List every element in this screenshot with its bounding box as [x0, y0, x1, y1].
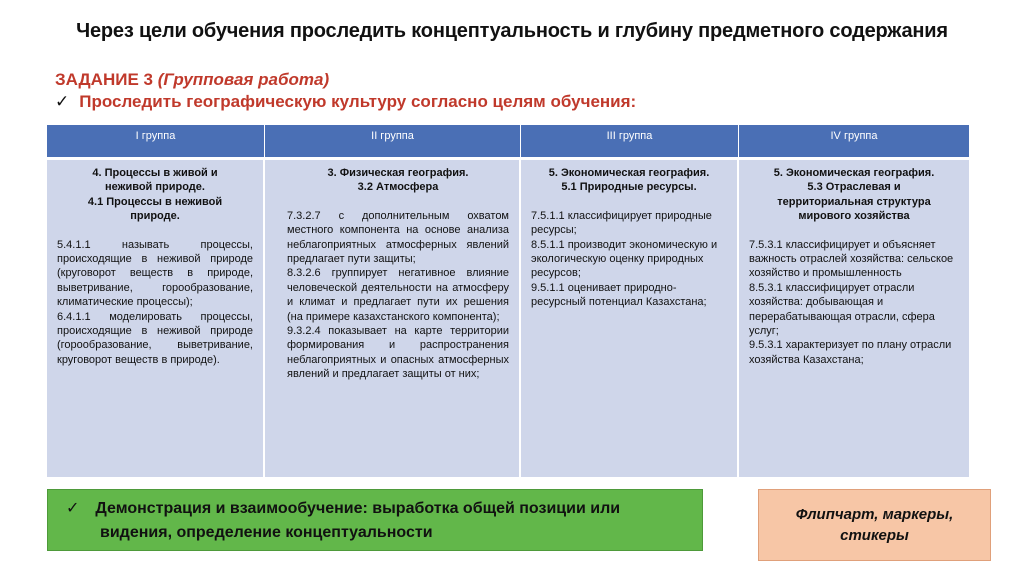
materials-box [758, 489, 991, 561]
topic-line: неживой природе. [105, 181, 205, 194]
group-cell [739, 160, 969, 477]
topic-line: территориальная структура [777, 195, 931, 208]
demo-line: видения, определение концептуальности [100, 524, 433, 541]
group-column-4 [739, 125, 969, 477]
group-cell [265, 160, 521, 477]
group-column-3 [521, 125, 739, 477]
group-topic [287, 166, 509, 195]
group-header: III группа [521, 125, 739, 157]
group-topic [531, 166, 727, 195]
topic-line: 5. Экономическая география. [548, 167, 710, 179]
materials-line: стикеры [840, 527, 909, 544]
group-objectives: 7.3.2.7 с дополнительным охватом местного компонента на основе анализа неблагоприятных атмосферных явлений предлагает пути защиты; 8.3.2.6 группирует негативное влияние человеческой деятельности на атмосферу и климат и предлагает пути их решения (на примере казахстанского компонента); 9.3.2.4 показывает на карте территории формирования и распространения неблагоприятных и опасных атмосферных явлений и предлагает защиты от них; [287, 209, 509, 381]
task-note: (Групповая работа) [157, 70, 330, 89]
topic-line: мирового хозяйства [798, 210, 910, 223]
goal-text: Проследить географическую культуру согласно целям обучения: [79, 92, 637, 111]
group-topic [57, 166, 253, 224]
group-column-2 [265, 125, 521, 477]
group-header: II группа [265, 125, 521, 157]
topic-line: 4.1 Процессы в неживой [87, 195, 223, 208]
topic-line: 5.1 Природные ресурсы. [561, 181, 697, 194]
group-objectives: 5.4.1.1 называть процессы, происходящие в неживой природе (круговорот веществ в природе, выветривание, горообразование, климатические процессы); 6.4.1.1 моделировать процессы, происходящие в неживой природе (горообразование, выветривание, круговорот веществ в природе). [57, 238, 253, 366]
group-cell [521, 160, 739, 477]
task-heading [55, 70, 329, 90]
page-title: Через цели обучения проследить концептуальность и глубину предметного содержания [76, 20, 948, 42]
group-objectives: 7.5.1.1 классифицирует природные ресурсы; 8.5.1.1 производит экономическую и экологическую оценку природных ресурсов; 9.5.1.1 оценивает природно-ресурсный потенциал Казахстана; [531, 209, 718, 309]
checkmark-icon: ✓ [66, 500, 80, 517]
topic-line: 5. Экономическая география. [773, 167, 935, 179]
topic-line: 3.2 Атмосфера [357, 181, 439, 194]
group-topic [749, 166, 959, 224]
task-goal [55, 92, 636, 112]
groups-table [47, 125, 969, 477]
materials-line: Флипчарт, маркеры, [795, 506, 954, 523]
group-header: I группа [47, 125, 265, 157]
group-header: IV группа [739, 125, 969, 157]
task-label: ЗАДАНИЕ 3 [55, 70, 153, 89]
group-column-1 [47, 125, 265, 477]
topic-line: 5.3 Отраслевая и [807, 181, 901, 194]
group-cell [47, 160, 265, 477]
checkmark-icon: ✓ [55, 92, 70, 111]
topic-line: природе. [130, 210, 180, 223]
demo-line: Демонстрация и взаимообучение: выработка общей позиции или [95, 500, 621, 517]
topic-line: 4. Процессы в живой и [92, 167, 218, 179]
group-objectives: 7.5.3.1 классифицирует и объясняет важность отраслей хозяйства: сельское хозяйство и промышленность 8.5.3.1 классифицирует отрасли хозяйства: добывающая и перерабатывающая отрасли, сфера услуг; 9.5.3.1 характеризует по плану отрасли хозяйства Казахстана; [749, 238, 954, 366]
demonstration-box [47, 489, 703, 551]
topic-line: 3. Физическая география. [327, 167, 469, 179]
